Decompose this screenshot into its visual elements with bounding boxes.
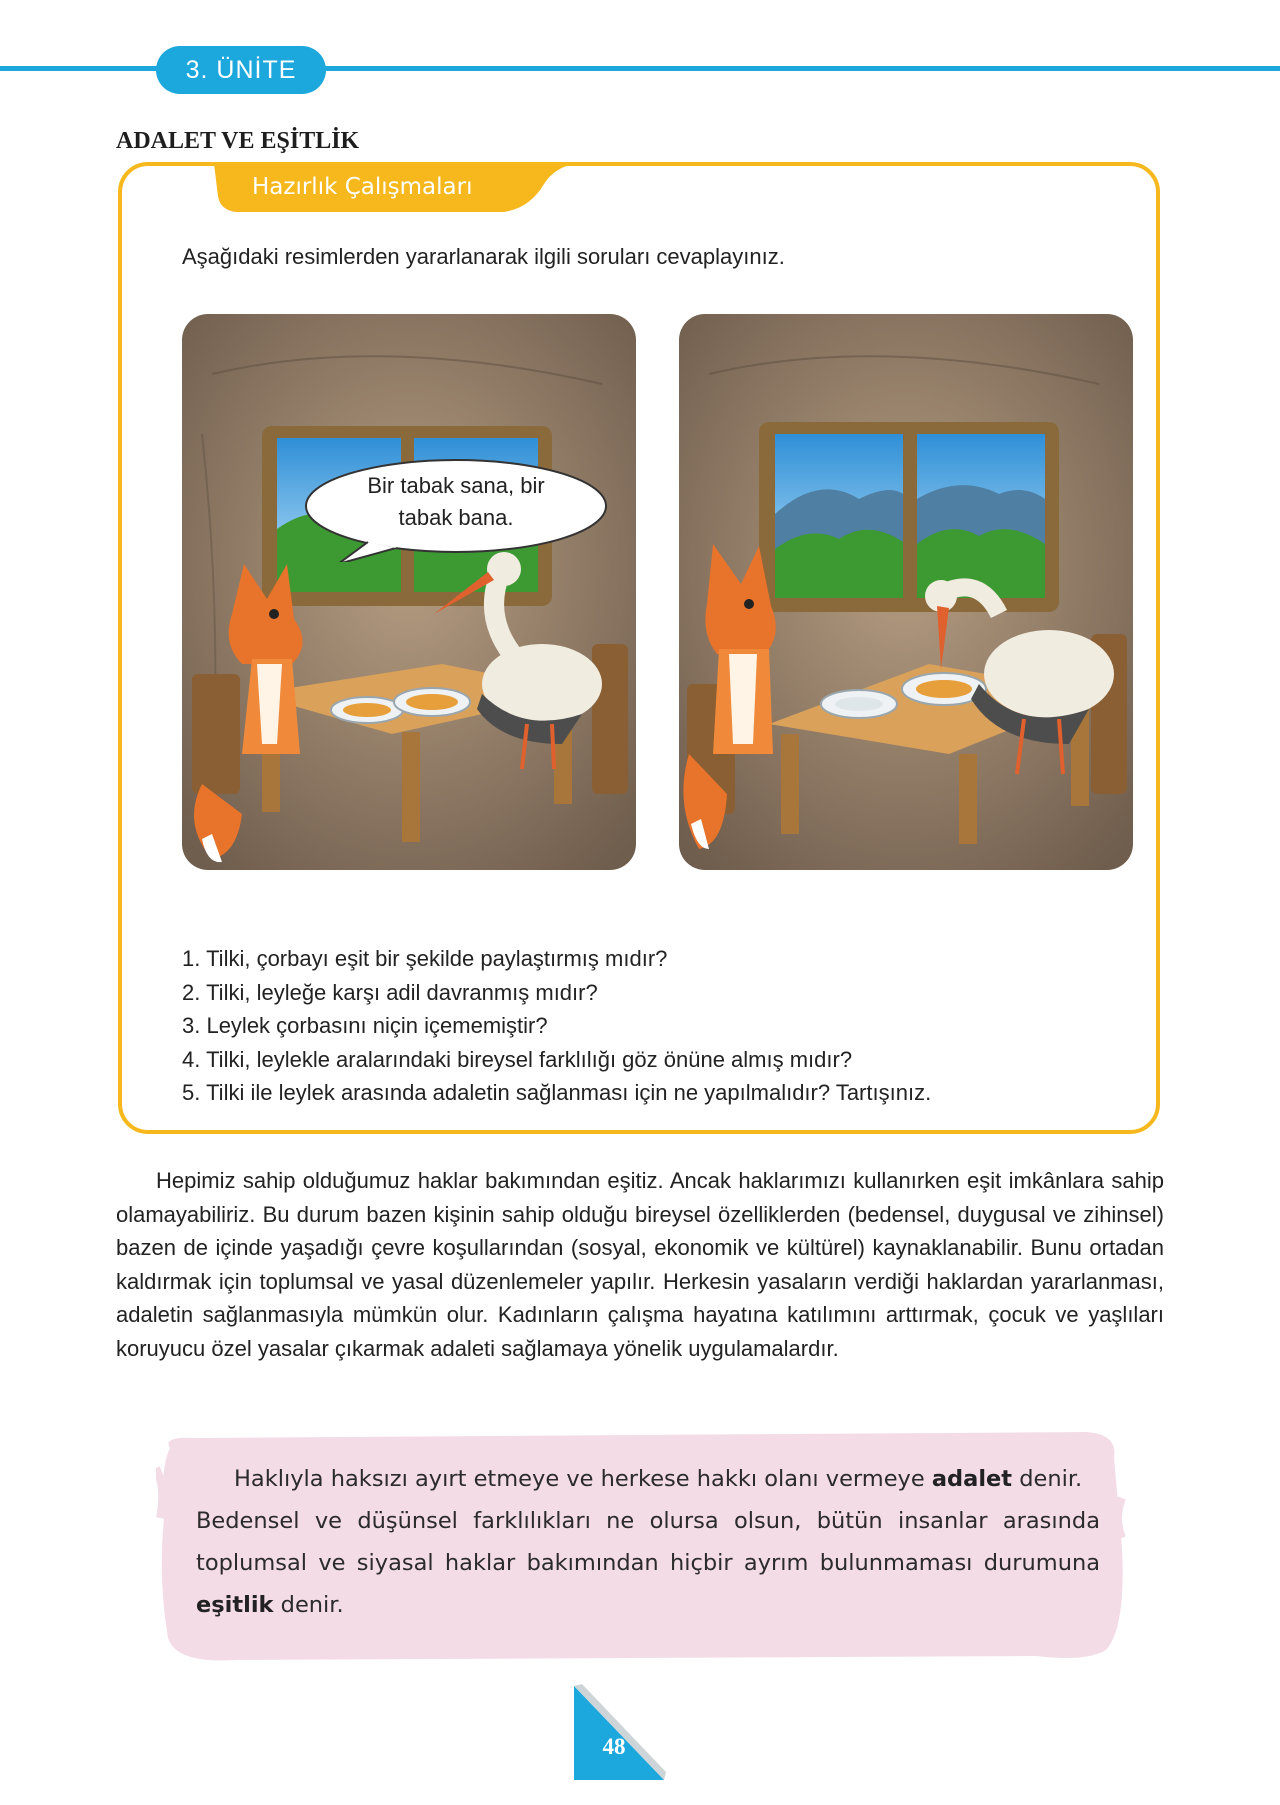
page-number-badge: [574, 1684, 670, 1780]
esitlik-term: eşitlik: [196, 1592, 274, 1618]
definition-box: [156, 1428, 1126, 1664]
speech-line-1: Bir tabak sana, bir: [367, 473, 545, 498]
unit-badge: 3. ÜNİTE: [156, 46, 326, 94]
preparation-tab-label: Hazırlık Çalışmaları: [252, 174, 473, 200]
illustration-panel-stork-eating: [679, 314, 1133, 870]
question-item: 1. Tilki, çorbayı eşit bir şekilde paylaştırmış mıdır?: [182, 946, 668, 971]
question-list: [182, 942, 931, 1110]
definition-adalet: [196, 1458, 1100, 1500]
question-item: 2. Tilki, leyleğe karşı adil davranmış mıdır?: [182, 979, 598, 1005]
definition-text: [196, 1458, 1100, 1626]
speech-bubble: [298, 456, 614, 562]
esitlik-text-after: denir.: [273, 1592, 344, 1618]
illustration-panel-fox-serving: [182, 314, 636, 870]
definition-esitlik: [196, 1508, 1100, 1618]
adalet-term: adalet: [931, 1466, 1013, 1492]
section-title: ADALET VE EŞİTLİK: [116, 128, 360, 154]
adalet-text-before: Haklıyla haksızı ayırt etmeye ve herkese hakkı olanı vermeye: [234, 1466, 932, 1492]
body-paragraph: Hepimiz sahip olduğumuz haklar bakımından eşitiz. Ancak haklarımızı kullanırken eşit imkânlara sahip olamayabiliriz. Bu durum bazen kişinin sahip olduğu bireysel özelliklerden (bedensel, duygusal ve zihinsel) bazen de içinde yaşadığı çevre koşullarından (sosyal, ekonomik ve kültürel) kaynaklanabilir. Bunu ortadan kaldırmak için toplumsal ve yasal düzenlemeler yapılır. Herkesin yasaların verdiği haklardan yararlanması, adaletin sağlanmasıyla mümkün olur. Kadınların çalışma hayatına katılımını arttırmak, çocuk ve yaşlıları koruyucu özel yasalar çıkarmak adaleti sağlamaya yönelik uygulamalardır.: [116, 1168, 1164, 1361]
question-item: 4. Tilki, leylekle aralarındaki bireysel farklılığı göz önüne almış mıdır?: [182, 1046, 853, 1072]
activity-instruction: Aşağıdaki resimlerden yararlanarak ilgili soruları cevaplayınız.: [182, 244, 785, 269]
adalet-text-after: denir.: [1012, 1466, 1083, 1492]
speech-text: [336, 470, 576, 534]
speech-line-2: tabak bana.: [398, 505, 514, 530]
page-number: 48: [602, 1734, 626, 1759]
question-item: 5. Tilki ile leylek arasında adaletin sağlanması için ne yapılmalıdır? Tartışınız.: [182, 1080, 932, 1105]
preparation-tab: [214, 164, 574, 212]
question-item: 3. Leylek çorbasını niçin içememiştir?: [182, 1013, 548, 1038]
esitlik-text-before: Bedensel ve düşünsel farklılıkları ne olursa olsun, bütün insanlar arasında toplumsal ve siyasal haklar bakımından hiçbir ayrım bulunmaması durumuna: [196, 1508, 1100, 1576]
